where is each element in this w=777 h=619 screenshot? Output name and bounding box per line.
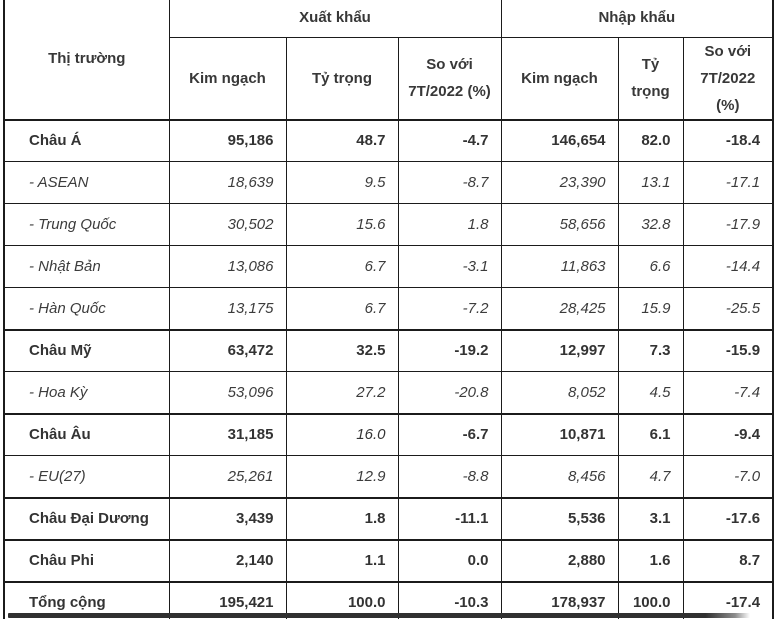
- cell-value: 12,997: [501, 330, 618, 372]
- row-label: - ASEAN: [4, 162, 169, 204]
- table-row: [4, 204, 773, 246]
- cell-value: 15.9: [618, 288, 683, 330]
- cell-value: 23,390: [501, 162, 618, 204]
- cell-value: -17.4: [683, 582, 773, 619]
- cell-value: -17.9: [683, 204, 773, 246]
- cell-value: 100.0: [618, 582, 683, 619]
- subheader-export-1: Tỷ trọng: [286, 37, 398, 120]
- cell-value: 3.1: [618, 498, 683, 540]
- row-label: Châu Mỹ: [4, 330, 169, 372]
- cell-value: 6.7: [286, 288, 398, 330]
- cell-value: -14.4: [683, 246, 773, 288]
- market-column-header: Thị trường: [4, 0, 169, 120]
- cell-value: 32.8: [618, 204, 683, 246]
- cell-value: 95,186: [169, 120, 286, 162]
- cell-value: -11.1: [398, 498, 501, 540]
- cell-value: -25.5: [683, 288, 773, 330]
- cell-value: -9.4: [683, 414, 773, 456]
- table-row: [4, 246, 773, 288]
- table-row: [4, 456, 773, 498]
- cell-value: -8.7: [398, 162, 501, 204]
- cell-value: 1.6: [618, 540, 683, 582]
- cell-value: 13.1: [618, 162, 683, 204]
- cell-value: -20.8: [398, 372, 501, 414]
- bottom-divider-bar: [8, 613, 750, 618]
- table-row: [4, 372, 773, 414]
- table-row: [4, 162, 773, 204]
- subheader-import-0: Kim ngạch: [501, 37, 618, 120]
- subheader-import-2: So với 7T/2022 (%): [683, 37, 773, 120]
- import-group-header: Nhập khẩu: [501, 0, 773, 37]
- group-header-row: [4, 0, 773, 37]
- row-label: - Nhật Bản: [4, 246, 169, 288]
- cell-value: -15.9: [683, 330, 773, 372]
- cell-value: -10.3: [398, 582, 501, 619]
- cell-value: 25,261: [169, 456, 286, 498]
- cell-value: 6.6: [618, 246, 683, 288]
- cell-value: 10,871: [501, 414, 618, 456]
- cell-value: 146,654: [501, 120, 618, 162]
- cell-value: -3.1: [398, 246, 501, 288]
- cell-value: 58,656: [501, 204, 618, 246]
- cell-value: 3,439: [169, 498, 286, 540]
- cell-value: 13,175: [169, 288, 286, 330]
- cell-value: 63,472: [169, 330, 286, 372]
- cell-value: 1.8: [286, 498, 398, 540]
- cell-value: -7.4: [683, 372, 773, 414]
- cell-value: 8.7: [683, 540, 773, 582]
- cell-value: 15.6: [286, 204, 398, 246]
- cell-value: 1.8: [398, 204, 501, 246]
- cell-value: -7.0: [683, 456, 773, 498]
- cell-value: 18,639: [169, 162, 286, 204]
- cell-value: 195,421: [169, 582, 286, 619]
- cell-value: -18.4: [683, 120, 773, 162]
- cell-value: 178,937: [501, 582, 618, 619]
- cell-value: 11,863: [501, 246, 618, 288]
- cell-value: 4.7: [618, 456, 683, 498]
- cell-value: -17.6: [683, 498, 773, 540]
- row-label: - Trung Quốc: [4, 204, 169, 246]
- subheader-import-1: Tỷ trọng: [618, 37, 683, 120]
- cell-value: 82.0: [618, 120, 683, 162]
- table-row: [4, 120, 773, 162]
- cell-value: 8,456: [501, 456, 618, 498]
- cell-value: 6.7: [286, 246, 398, 288]
- row-label: - Hoa Kỳ: [4, 372, 169, 414]
- row-label: Châu Đại Dương: [4, 498, 169, 540]
- cell-value: 2,140: [169, 540, 286, 582]
- cell-value: 53,096: [169, 372, 286, 414]
- cell-value: 32.5: [286, 330, 398, 372]
- subheader-export-0: Kim ngạch: [169, 37, 286, 120]
- cell-value: -17.1: [683, 162, 773, 204]
- cell-value: -6.7: [398, 414, 501, 456]
- cell-value: 28,425: [501, 288, 618, 330]
- cell-value: 1.1: [286, 540, 398, 582]
- cell-value: 8,052: [501, 372, 618, 414]
- cell-value: 7.3: [618, 330, 683, 372]
- cell-value: -8.8: [398, 456, 501, 498]
- row-label: - EU(27): [4, 456, 169, 498]
- cell-value: 30,502: [169, 204, 286, 246]
- cell-value: 9.5: [286, 162, 398, 204]
- cell-value: 5,536: [501, 498, 618, 540]
- row-label: Châu Phi: [4, 540, 169, 582]
- cell-value: 100.0: [286, 582, 398, 619]
- table-row: [4, 330, 773, 372]
- trade-table: [3, 0, 774, 619]
- cell-value: -7.2: [398, 288, 501, 330]
- row-label: Châu Á: [4, 120, 169, 162]
- table-row: [4, 288, 773, 330]
- cell-value: 31,185: [169, 414, 286, 456]
- cell-value: -4.7: [398, 120, 501, 162]
- cell-value: 6.1: [618, 414, 683, 456]
- table-row: [4, 540, 773, 582]
- cell-value: 4.5: [618, 372, 683, 414]
- cell-value: 16.0: [286, 414, 398, 456]
- cell-value: -19.2: [398, 330, 501, 372]
- row-label: Tổng cộng: [4, 582, 169, 619]
- export-group-header: Xuất khẩu: [169, 0, 501, 37]
- cell-value: 0.0: [398, 540, 501, 582]
- cell-value: 13,086: [169, 246, 286, 288]
- cell-value: 2,880: [501, 540, 618, 582]
- row-label: - Hàn Quốc: [4, 288, 169, 330]
- table-row: [4, 498, 773, 540]
- row-label: Châu Âu: [4, 414, 169, 456]
- subheader-export-2: So với 7T/2022 (%): [398, 37, 501, 120]
- cell-value: 12.9: [286, 456, 398, 498]
- table-row: [4, 414, 773, 456]
- cell-value: 27.2: [286, 372, 398, 414]
- cell-value: 48.7: [286, 120, 398, 162]
